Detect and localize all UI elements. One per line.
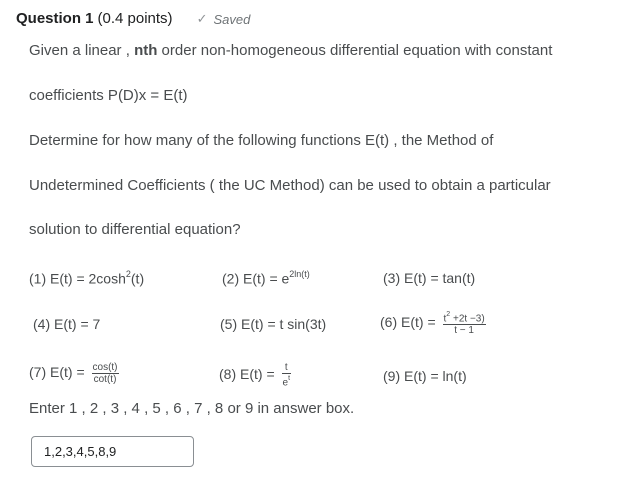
option-6-denominator: t − 1	[454, 325, 474, 337]
option-8-den-base: e	[282, 377, 289, 389]
option-7-denominator: cot(t)	[93, 374, 117, 385]
answer-input[interactable]	[31, 436, 194, 467]
option-8-numerator: t	[282, 362, 292, 374]
checkmark-icon: ✓	[196, 11, 208, 26]
option-8-denominator	[282, 374, 292, 388]
question-points: (0.4 points)	[97, 10, 173, 27]
saved-status	[197, 11, 251, 27]
option-8-den-sup: t	[288, 375, 291, 382]
option-6-label: (6) E(t) =	[380, 313, 436, 330]
option-8	[219, 362, 291, 388]
option-6-fraction	[443, 310, 486, 336]
question-line-5: solution to differential equation?	[29, 221, 241, 238]
option-7	[29, 362, 119, 385]
option-1-tail: (t)	[130, 270, 145, 287]
question-line-3: Determine for how many of the following functions E(t) , the Method of	[29, 132, 494, 149]
option-6-num-base: t	[443, 313, 447, 325]
question-line-4: Undetermined Coefficients ( the UC Method) can be used to obtain a particular	[29, 177, 551, 194]
option-1-sup: 2	[125, 269, 131, 279]
question-line-1	[29, 42, 552, 59]
question-title: Question 1	[16, 10, 94, 27]
option-6-num-sup: 2	[446, 311, 451, 318]
option-7-label: (7) E(t) =	[29, 364, 85, 381]
option-8-fraction	[282, 362, 292, 388]
question-line-2: coefficients P(D)x = E(t)	[29, 87, 188, 104]
option-2-sup: 2ln(t)	[289, 269, 310, 279]
option-4: (4) E(t) = 7	[33, 316, 101, 332]
line1-bold: nth	[134, 42, 158, 59]
line1-post: order non-homogeneous differential equation with constant	[157, 42, 553, 59]
option-8-label: (8) E(t) =	[219, 365, 275, 382]
option-2-label: (2) E(t) = e	[222, 270, 290, 287]
option-1-label: (1) E(t) = 2cosh	[29, 270, 126, 287]
option-7-numerator: cos(t)	[92, 362, 118, 373]
saved-label: Saved	[213, 11, 251, 27]
option-6	[380, 310, 486, 336]
line1-pre: Given a linear ,	[29, 42, 135, 59]
option-7-fraction	[92, 362, 119, 385]
instruction-text: Enter 1 , 2 , 3 , 4 , 5 , 6 , 7 , 8 or 9 in answer box.	[29, 400, 355, 417]
option-3: (3) E(t) = tan(t)	[383, 270, 476, 286]
option-9: (9) E(t) = ln(t)	[383, 368, 467, 384]
option-5: (5) E(t) = t sin(3t)	[220, 316, 327, 332]
question-header	[16, 10, 250, 27]
option-1	[29, 270, 144, 287]
option-2	[222, 270, 310, 287]
option-6-num-rest: +2t −3)	[450, 313, 485, 325]
option-6-numerator	[443, 310, 486, 325]
